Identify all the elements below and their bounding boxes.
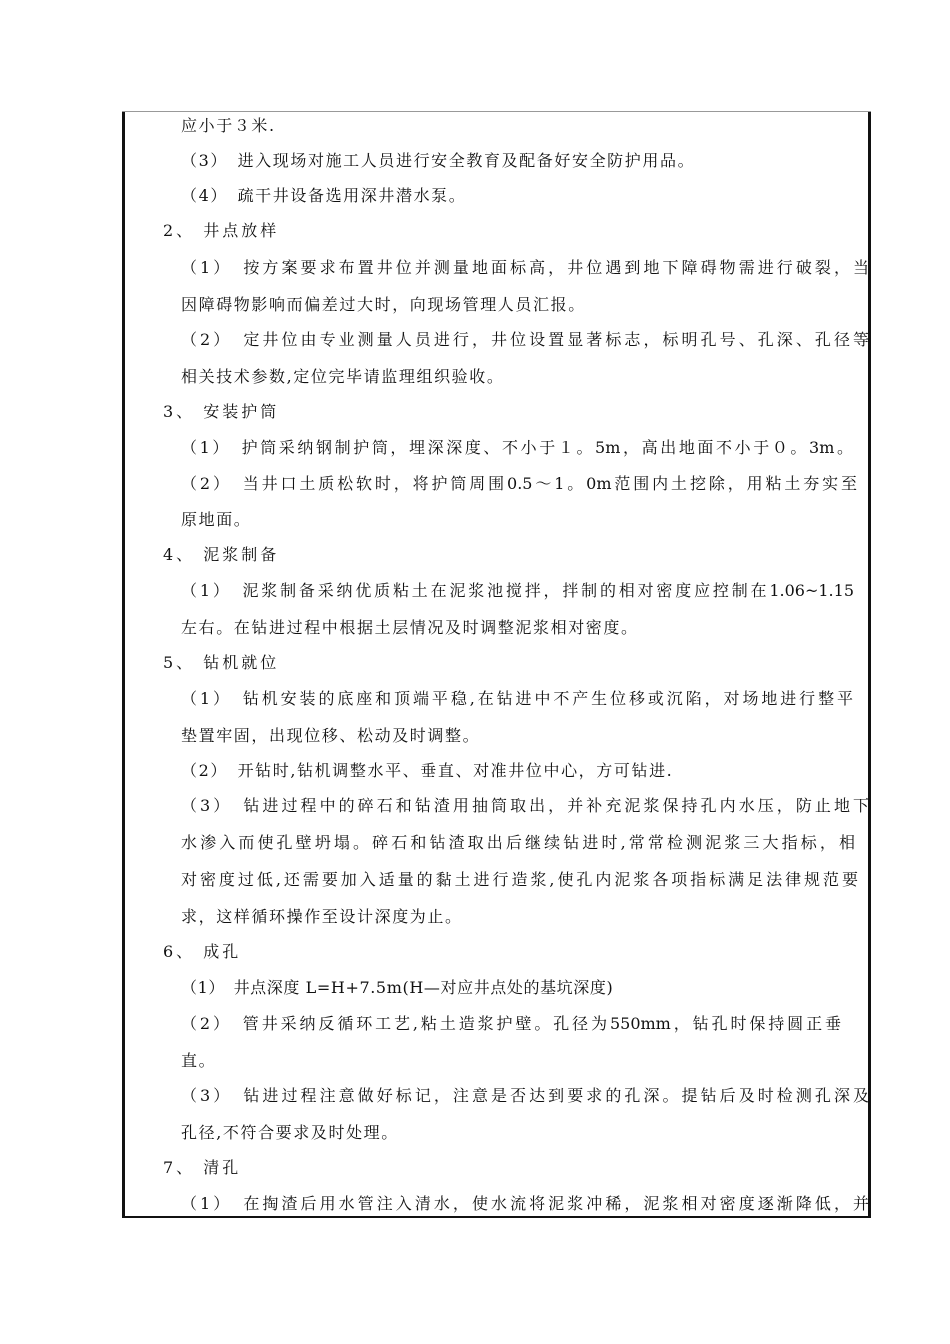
text-line: 孔径,不符合要求及时处理。 <box>181 1123 399 1142</box>
section-heading: 5、 钻机就位 <box>163 653 280 672</box>
text-line: 应小于３米. <box>181 116 276 135</box>
text-line: （2） 开钻时,钻机调整水平、垂直、对准井位中心，方可钻进. <box>181 761 674 780</box>
section-heading: 7、 清孔 <box>163 1158 242 1177</box>
text-line: 水渗入而使孔壁坍塌。碎石和钻渣取出后继续钻进时,常常检测泥浆三大指标，相 <box>181 833 855 852</box>
section-heading: 4、 泥浆制备 <box>163 545 280 564</box>
text-line: 垫置牢固，出现位移、松动及时调整。 <box>181 726 481 745</box>
text-line: （4） 疏干井设备选用深井潜水泵。 <box>181 186 467 205</box>
section-heading: 2、 井点放样 <box>163 221 280 240</box>
text-line: 左右。在钻进过程中根据土层情况及时调整泥浆相对密度。 <box>181 618 639 637</box>
text-line: 直。 <box>181 1051 217 1070</box>
text-line: （1） 在掏渣后用水管注入清水，使水流将泥浆冲稀，泥浆相对密度逐渐降低，并 <box>181 1194 869 1213</box>
text-line: （1） 按方案要求布置井位并测量地面标高，井位遇到地下障碍物需进行破裂，当 <box>181 258 869 277</box>
text-line: （1） 井点深度 L=H+7.5m(H—对应井点处的基坑深度) <box>181 978 614 997</box>
text-line: （3） 钻进过程中的碎石和钻渣用抽筒取出，并补充泥浆保持孔内水压，防止地下 <box>181 796 869 815</box>
text-line: （1） 泥浆制备采纳优质粘土在泥浆池搅拌，拌制的相对密度应控制在1.06~1.15 <box>181 581 854 600</box>
text-line: （2） 管井采纳反循环工艺,粘土造浆护壁。孔径为550mm，钻孔时保持圆正垂 <box>181 1014 841 1033</box>
text-line: （3） 进入现场对施工人员进行安全教育及配备好安全防护用品。 <box>181 151 696 170</box>
text-line: （2） 当井口土质松软时，将护筒周围0.5～1。0m范围内土挖除，用粘土夯实至 <box>181 474 857 493</box>
text-line: （3） 钻进过程注意做好标记，注意是否达到要求的孔深。提钻后及时检测孔深及 <box>181 1086 869 1105</box>
text-line: 求，这样循环操作至设计深度为止。 <box>181 907 463 926</box>
text-line: 对密度过低,还需要加入适量的黏土进行造浆,使孔内泥浆各项指标满足法律规范要 <box>181 870 858 889</box>
section-heading: 3、 安装护筒 <box>163 402 280 421</box>
text-line: 因障碍物影响而偏差过大时，向现场管理人员汇报。 <box>181 295 586 314</box>
text-line: （2） 定井位由专业测量人员进行，井位设置显著标志，标明孔号、孔深、孔径等 <box>181 330 869 349</box>
text-line: （1） 护筒采纳钢制护筒，埋深深度、不小于１。5m，高出地面不小于０。3m。 <box>181 438 853 457</box>
section-heading: 6、 成孔 <box>163 942 242 961</box>
text-line: （1） 钻机安装的底座和顶端平稳,在钻进中不产生位移或沉陷，对场地进行整平 <box>181 689 853 708</box>
text-line: 原地面。 <box>181 510 252 529</box>
text-line: 相关技术参数,定位完毕请监理组织验收。 <box>181 367 505 386</box>
